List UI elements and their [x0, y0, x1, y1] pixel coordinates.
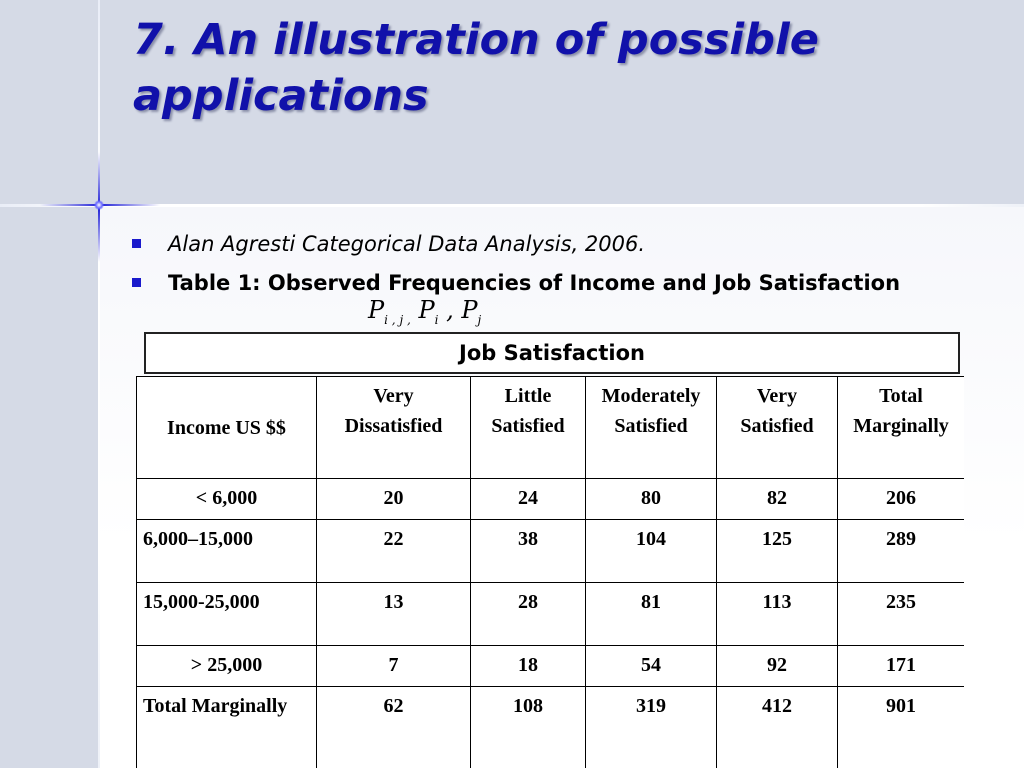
table-cell: 125	[717, 520, 838, 583]
table-cell: 22	[317, 520, 471, 583]
column-header: Moderately Satisfied	[586, 377, 717, 479]
table-cell: 38	[471, 520, 586, 583]
formula-p-col: P	[461, 296, 478, 324]
formula-p-joint: P	[368, 296, 385, 324]
slide-title: 7. An illustration of possible applications	[133, 15, 819, 121]
probability-formula	[368, 296, 481, 327]
table-cell: 171	[838, 646, 965, 687]
sparkle-star-icon	[94, 200, 104, 210]
table-header-row	[137, 377, 965, 479]
table-cell: 82	[717, 479, 838, 520]
table-cell: 81	[586, 583, 717, 646]
bullet-text: Table 1: Observed Frequencies of Income and Job Satisfaction	[168, 271, 901, 295]
square-bullet-icon	[132, 278, 141, 287]
job-satisfaction-header: Job Satisfaction	[144, 332, 960, 374]
table-cell: 113	[717, 583, 838, 646]
square-bullet-icon	[132, 239, 141, 248]
column-header: Very Satisfied	[717, 377, 838, 479]
table-cell: 104	[586, 520, 717, 583]
table-cell: 13	[317, 583, 471, 646]
table-cell: 20	[317, 479, 471, 520]
bullet-list	[130, 226, 950, 299]
table-row	[137, 479, 965, 520]
table-cell: 92	[717, 646, 838, 687]
table-cell: 412	[717, 687, 838, 768]
column-header: Total Marginally	[838, 377, 965, 479]
table-cell: 54	[586, 646, 717, 687]
column-header: Little Satisfied	[471, 377, 586, 479]
table-cell: 206	[838, 479, 965, 520]
bullet-text: Alan Agresti Categorical Data Analysis, 2006.	[168, 232, 646, 256]
formula-p-row: P	[418, 296, 435, 324]
row-label: < 6,000	[137, 479, 317, 520]
table-cell: 108	[471, 687, 586, 768]
table-cell: 18	[471, 646, 586, 687]
formula-sub-j: j	[477, 312, 482, 327]
bullet-item-table-caption	[130, 267, 950, 299]
table-row	[137, 687, 965, 768]
formula-sub-i: i	[434, 312, 439, 327]
table-cell: 235	[838, 583, 965, 646]
row-label: > 25,000	[137, 646, 317, 687]
row-label: Total Marginally	[137, 687, 317, 768]
table-cell: 7	[317, 646, 471, 687]
bullet-item-reference	[130, 226, 950, 262]
table-cell: 62	[317, 687, 471, 768]
table-row	[137, 646, 965, 687]
formula-sub-ij: i , j ,	[384, 312, 411, 327]
table-cell: 28	[471, 583, 586, 646]
table-cell: 319	[586, 687, 717, 768]
table-cell: 24	[471, 479, 586, 520]
decorative-vertical-line	[98, 0, 100, 768]
column-header: Very Dissatisfied	[317, 377, 471, 479]
table-row	[137, 520, 965, 583]
table-cell: 901	[838, 687, 965, 768]
column-header: Income US $$	[137, 377, 317, 479]
frequency-table-container	[136, 376, 964, 768]
row-label: 6,000–15,000	[137, 520, 317, 583]
formula-separator: ,	[446, 296, 454, 324]
frequency-table	[136, 376, 964, 768]
table-cell: 80	[586, 479, 717, 520]
table-row	[137, 583, 965, 646]
table-cell: 289	[838, 520, 965, 583]
row-label: 15,000-25,000	[137, 583, 317, 646]
